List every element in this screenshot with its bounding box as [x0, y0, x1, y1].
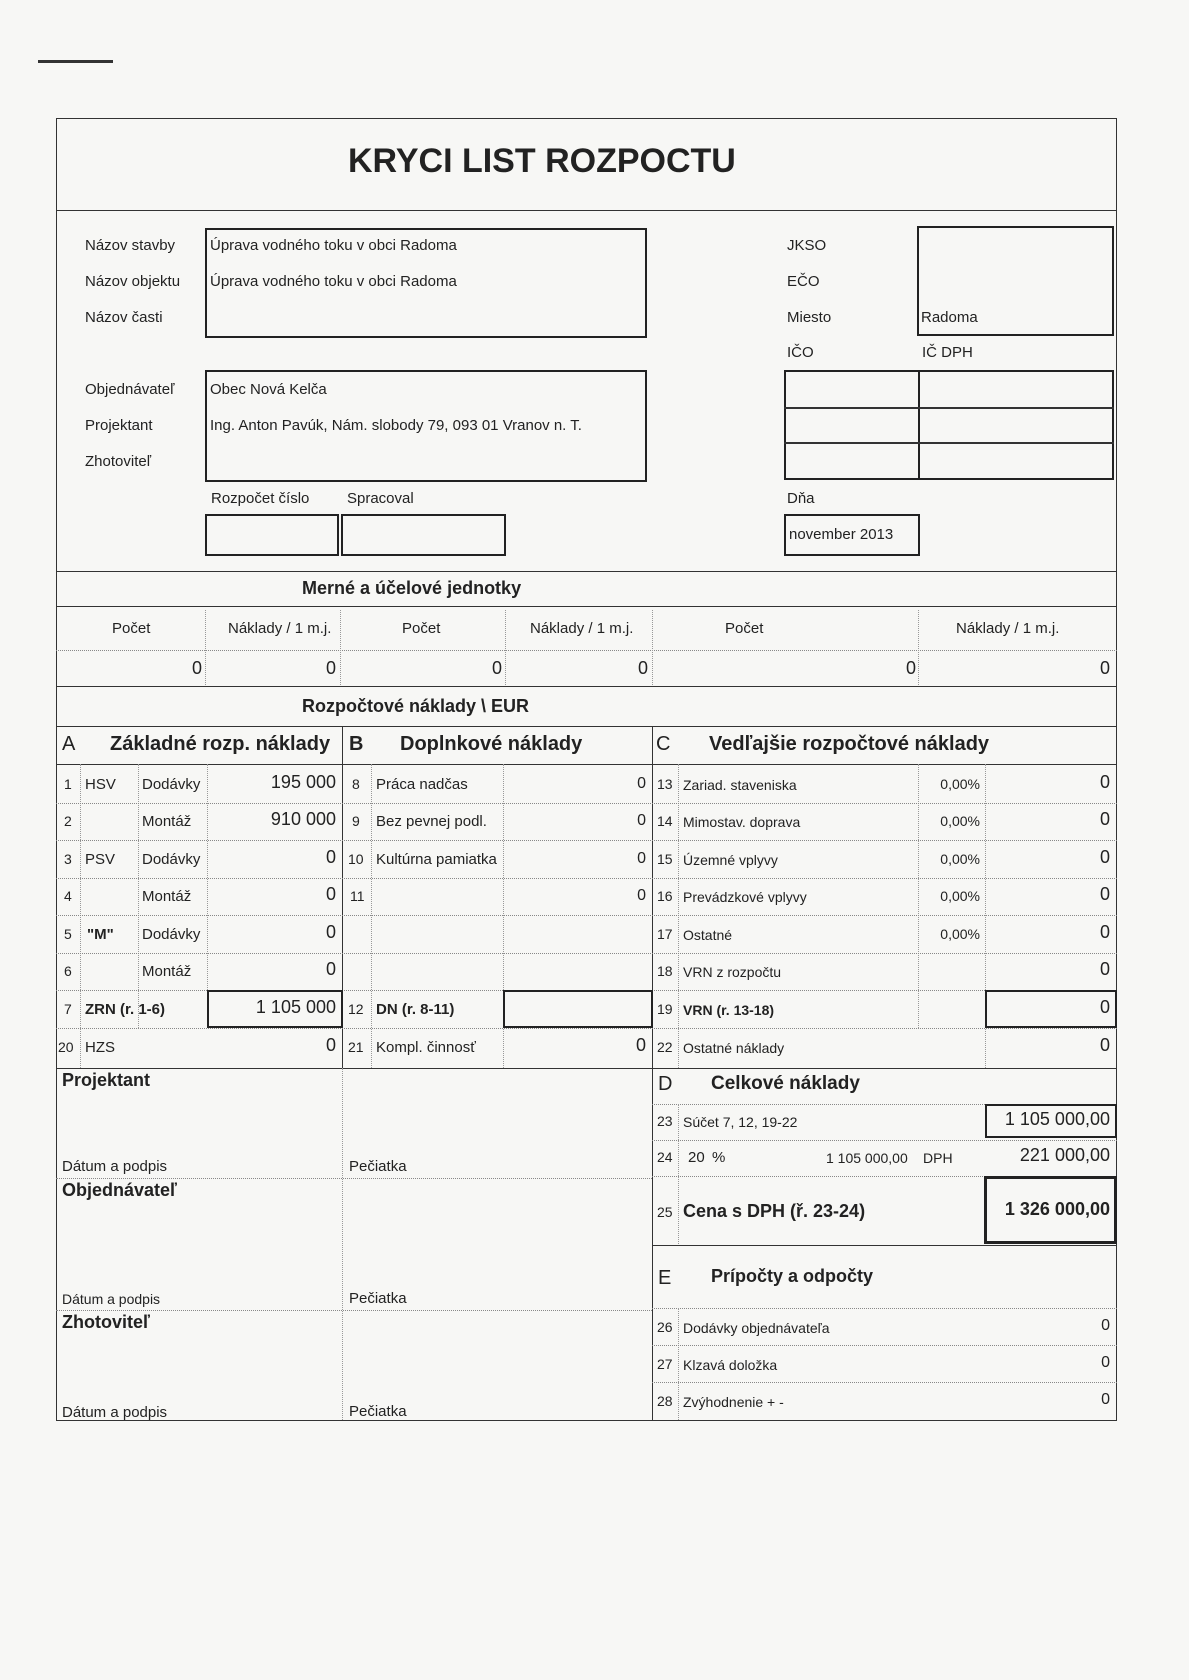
c-row-17-pct: 0,00% — [940, 926, 980, 942]
col-a-num — [80, 764, 81, 1068]
value-miesto: Radoma — [921, 309, 978, 326]
a-row-6-num: 6 — [64, 963, 72, 979]
d-row-23-value: 1 105 000,00 — [1004, 1109, 1110, 1129]
b-row-8-value: 0 — [637, 775, 646, 792]
sign-objednavatel-datum: Dátum a podpis — [62, 1291, 161, 1307]
b-row-10-value: 0 — [637, 850, 646, 867]
col-c-num — [678, 764, 679, 1068]
sign-line-2 — [56, 1310, 652, 1311]
a-row-5-value: 0 — [325, 922, 336, 942]
a-row-3-num: 3 — [64, 851, 72, 867]
units-col-1 — [205, 610, 206, 685]
d-row-24-dph: DPH — [923, 1150, 953, 1166]
d-row-24-base: 1 105 000,00 — [826, 1150, 908, 1166]
b-row-12-box — [503, 990, 653, 1028]
c-row-14-value: 0 — [1099, 809, 1110, 829]
a-row-5-num: 5 — [64, 926, 72, 942]
label-zhotovitel: Zhotoviteľ — [85, 453, 152, 470]
c-row-14-num: 14 — [657, 813, 673, 829]
d-col-num — [678, 1104, 679, 1244]
a-row-2-item: Montáž — [142, 813, 192, 830]
e-line-2 — [652, 1345, 1117, 1346]
b-row-21-label: Kompl. činnosť — [376, 1039, 476, 1056]
a-row-5-group: "M" — [87, 926, 114, 943]
c-row-14-label: Mimostav. doprava — [683, 814, 801, 830]
units-pocet-1: Počet — [112, 620, 151, 637]
a-row-1-value: 195 000 — [270, 772, 336, 792]
section-b-title: Doplnkové náklady — [400, 733, 583, 755]
label-objednavatel: Objednávateľ — [85, 381, 175, 398]
b-row-9-num: 9 — [352, 813, 360, 829]
e-col-num — [678, 1308, 679, 1420]
units-pocet-3: Počet — [725, 620, 764, 637]
sign-projektant-peciatka: Pečiatka — [349, 1158, 407, 1175]
section-c-title: Vedľajšie rozpočtové náklady — [709, 733, 990, 755]
c-row-22-label: Ostatné náklady — [683, 1040, 785, 1056]
c-row-15-num: 15 — [657, 851, 673, 867]
label-nazov-casti: Názov časti — [85, 309, 163, 326]
c-row-13-num: 13 — [657, 776, 673, 792]
c-row-19-num: 19 — [657, 1001, 673, 1017]
a-row-3-item: Dodávky — [142, 851, 201, 868]
units-value-4: 0 — [637, 658, 648, 678]
b-row-12-label: DN (r. 8-11) — [376, 1001, 455, 1018]
label-nazov-stavby: Názov stavby — [85, 237, 176, 254]
value-objednavatel: Obec Nová Kelča — [210, 381, 327, 398]
a-row-6-value: 0 — [325, 959, 336, 979]
a-row-7-num: 7 — [64, 1001, 72, 1017]
row-line-5 — [56, 953, 1117, 954]
document-title: KRYCI LIST ROZPOCTU — [348, 142, 736, 180]
section-e-title: Prípočty a odpočty — [711, 1266, 874, 1286]
row-line-1 — [56, 803, 1117, 804]
ico-box — [784, 370, 1114, 480]
a-row-1-num: 1 — [64, 776, 72, 792]
label-spracoval: Spracoval — [347, 490, 414, 507]
b-row-11-num: 11 — [350, 888, 365, 904]
frame-top — [56, 118, 1117, 119]
a-row-7-label: ZRN (r. 1-6) — [85, 1001, 166, 1018]
sign-objednavatel-title: Objednávateľ — [62, 1180, 177, 1200]
units-title: Merné a účelové jednotky — [302, 578, 522, 598]
value-nazov-objektu: Úprava vodného toku v obci Radoma — [210, 273, 457, 290]
ico-box-row2 — [784, 442, 1114, 444]
label-dna: Dňa — [787, 490, 815, 507]
c-row-16-pct: 0,00% — [940, 888, 980, 904]
section-header-line — [56, 764, 1117, 765]
e-row-27-value: 0 — [1101, 1354, 1110, 1371]
section-d-letter: D — [658, 1073, 673, 1095]
b-row-8-num: 8 — [352, 776, 360, 792]
label-ic-dph: IČ DPH — [922, 344, 973, 361]
c-row-16-value: 0 — [1099, 884, 1110, 904]
c-row-18-label: VRN z rozpočtu — [683, 964, 782, 980]
b-row-12-num: 12 — [348, 1001, 364, 1017]
units-value-3: 0 — [491, 658, 502, 678]
d-row-23-num: 23 — [657, 1113, 673, 1129]
d-row-24-num: 24 — [657, 1149, 673, 1165]
sign-zhotovitel-datum: Dátum a podpis — [62, 1404, 168, 1421]
a-row-3-group: PSV — [85, 851, 116, 868]
row-line-2 — [56, 840, 1117, 841]
c-row-13-pct: 0,00% — [940, 776, 980, 792]
units-title-line — [56, 606, 1117, 607]
c-row-14-pct: 0,00% — [940, 813, 980, 829]
row-line-7 — [56, 1028, 1117, 1029]
c-row-13-value: 0 — [1099, 772, 1110, 792]
e-row-26-value: 0 — [1101, 1317, 1110, 1334]
d-row-25-num: 25 — [657, 1204, 673, 1220]
e-row-28-label: Zvýhodnenie + - — [683, 1394, 784, 1410]
b-row-21-value: 0 — [635, 1035, 646, 1055]
frame-bottom — [56, 1420, 1117, 1421]
divider-b-c — [652, 726, 653, 1420]
b-row-9-label: Bez pevnej podl. — [376, 813, 487, 830]
c-row-19-label: VRN (r. 13-18) — [683, 1002, 775, 1018]
section-a-title: Základné rozp. náklady — [110, 733, 331, 755]
sign-line-1 — [56, 1178, 652, 1179]
row-line-4 — [56, 915, 1117, 916]
b-row-9-value: 0 — [637, 812, 646, 829]
d-row-25-value: 1 326 000,00 — [1004, 1199, 1110, 1219]
units-value-1: 0 — [191, 658, 202, 678]
sign-zhotovitel-peciatka: Pečiatka — [349, 1403, 407, 1420]
rozpocet-cislo-box — [205, 514, 339, 556]
value-nazov-stavby: Úprava vodného toku v obci Radoma — [210, 237, 457, 254]
a-row-20-label: HZS — [85, 1039, 115, 1056]
c-row-15-pct: 0,00% — [940, 851, 980, 867]
costs-bottom-line — [56, 1068, 1117, 1069]
value-dna: november 2013 — [789, 526, 894, 543]
c-row-15-label: Územné vplyvy — [683, 852, 778, 868]
a-row-7-value: 1 105 000 — [255, 997, 336, 1017]
a-row-2-value: 910 000 — [270, 809, 336, 829]
units-col-2 — [340, 610, 341, 685]
units-value-5: 0 — [905, 658, 916, 678]
units-header-line — [56, 650, 1117, 651]
units-naklady-2: Náklady / 1 m.j. — [530, 620, 634, 637]
d-line-2 — [652, 1140, 1117, 1141]
section-b-letter: B — [349, 733, 364, 755]
b-row-11-value: 0 — [637, 887, 646, 904]
units-naklady-3: Náklady / 1 m.j. — [956, 620, 1060, 637]
col-b-num — [371, 764, 372, 1068]
sign-objednavatel-peciatka: Pečiatka — [349, 1290, 407, 1307]
units-col-3 — [505, 610, 506, 685]
units-value-2: 0 — [325, 658, 336, 678]
units-value-6: 0 — [1099, 658, 1110, 678]
sign-divider — [342, 1068, 343, 1420]
c-row-18-num: 18 — [657, 963, 673, 979]
costs-title: Rozpočtové náklady \ EUR — [302, 696, 530, 716]
d-row-23-label: Súčet 7, 12, 19-22 — [683, 1114, 798, 1130]
b-row-21-num: 21 — [348, 1039, 364, 1055]
d-bottom-line — [652, 1245, 1117, 1246]
c-row-17-num: 17 — [657, 926, 673, 942]
section-d-title: Celkové náklady — [711, 1073, 860, 1094]
sign-projektant-datum: Dátum a podpis — [62, 1158, 168, 1175]
a-row-3-value: 0 — [325, 847, 336, 867]
a-row-2-num: 2 — [64, 813, 72, 829]
scan-mark — [38, 60, 113, 63]
d-row-24-pct: 20 — [688, 1149, 705, 1166]
d-row-24-value: 221 000,00 — [1019, 1145, 1110, 1165]
section-e-letter: E — [658, 1267, 672, 1289]
e-row-27-label: Klzavá doložka — [683, 1357, 778, 1373]
label-miesto: Miesto — [787, 309, 832, 326]
b-row-10-label: Kultúrna pamiatka — [376, 851, 497, 868]
ico-box-divider — [918, 370, 920, 480]
sign-zhotovitel-title: Zhotoviteľ — [62, 1312, 150, 1332]
costs-title-line — [56, 726, 1117, 727]
frame-left — [56, 118, 57, 1420]
a-row-4-item: Montáž — [142, 888, 192, 905]
units-col-4 — [652, 610, 653, 685]
units-naklady-1: Náklady / 1 m.j. — [228, 620, 332, 637]
c-row-17-label: Ostatné — [683, 927, 733, 943]
c-row-22-value: 0 — [1099, 1035, 1110, 1055]
c-row-13-label: Zariad. staveniska — [683, 777, 797, 793]
e-row-28-value: 0 — [1101, 1391, 1110, 1408]
units-bottom-line — [56, 686, 1117, 687]
label-rozpocet-cislo: Rozpočet číslo — [211, 490, 310, 507]
a-row-20-value: 0 — [325, 1035, 336, 1055]
c-row-16-label: Prevádzkové vplyvy — [683, 889, 807, 905]
ico-box-row1 — [784, 407, 1114, 409]
label-eco: EČO — [787, 273, 820, 290]
a-row-5-item: Dodávky — [142, 926, 201, 943]
units-col-5 — [918, 610, 919, 685]
units-top-line — [56, 571, 1117, 572]
b-row-10-num: 10 — [348, 851, 364, 867]
c-row-17-value: 0 — [1099, 922, 1110, 942]
a-row-4-value: 0 — [325, 884, 336, 904]
a-row-4-num: 4 — [64, 888, 72, 904]
value-projektant: Ing. Anton Pavúk, Nám. slobody 79, 093 01 Vranov n. T. — [210, 417, 582, 434]
c-row-16-num: 16 — [657, 888, 673, 904]
e-row-28-num: 28 — [657, 1393, 673, 1409]
d-row-25-label: Cena s DPH (ř. 23-24) — [683, 1201, 866, 1221]
label-ico: IČO — [787, 344, 814, 361]
c-row-15-value: 0 — [1099, 847, 1110, 867]
section-c-letter: C — [656, 733, 671, 755]
c-row-22-num: 22 — [657, 1039, 673, 1055]
a-row-6-item: Montáž — [142, 963, 192, 980]
a-row-20-num: 20 — [58, 1039, 74, 1055]
label-jkso: JKSO — [787, 237, 827, 254]
units-pocet-2: Počet — [402, 620, 441, 637]
title-divider — [56, 210, 1117, 211]
section-a-letter: A — [62, 733, 76, 755]
e-row-27-num: 27 — [657, 1356, 673, 1372]
a-row-1-group: HSV — [85, 776, 116, 793]
spracoval-box — [341, 514, 506, 556]
c-row-18-value: 0 — [1099, 959, 1110, 979]
d-row-24-pct-sign: % — [712, 1149, 726, 1166]
label-projektant: Projektant — [85, 417, 153, 434]
e-row-26-num: 26 — [657, 1319, 673, 1335]
e-line-1 — [652, 1308, 1117, 1309]
e-row-26-label: Dodávky objednávateľa — [683, 1320, 830, 1336]
e-line-3 — [652, 1382, 1117, 1383]
b-row-8-label: Práca nadčas — [376, 776, 468, 793]
sign-projektant-title: Projektant — [62, 1070, 151, 1090]
c-row-19-value: 0 — [1099, 997, 1110, 1017]
a-row-1-item: Dodávky — [142, 776, 201, 793]
label-nazov-objektu: Názov objektu — [85, 273, 181, 290]
row-line-3 — [56, 878, 1117, 879]
